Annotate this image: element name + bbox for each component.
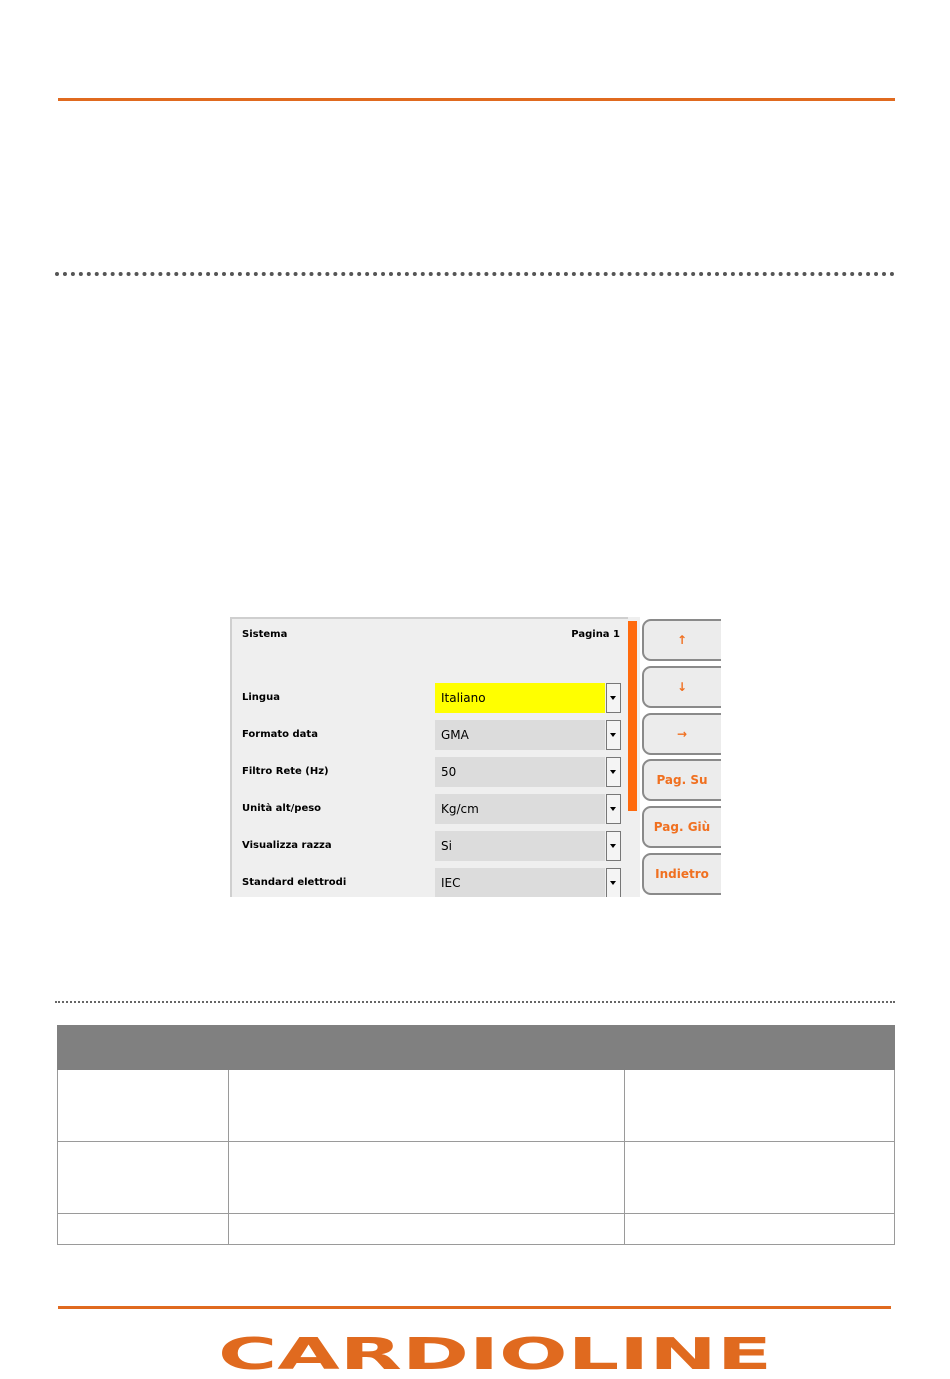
table-cell: [624, 1142, 894, 1214]
dropdown-arrow-icon[interactable]: [606, 868, 621, 897]
down-arrow-button[interactable]: ↓: [642, 666, 721, 708]
footer-rule: [58, 1306, 891, 1309]
setting-label-date-format: Formato data: [242, 729, 318, 740]
right-arrow-button[interactable]: →: [642, 713, 721, 755]
dropdown-arrow-icon[interactable]: [606, 831, 621, 861]
scrollbar[interactable]: [628, 617, 640, 897]
page-down-button[interactable]: Pag. Giù: [642, 806, 721, 848]
setting-label-race: Visualizza razza: [242, 840, 332, 851]
back-button[interactable]: Indietro: [642, 853, 721, 895]
svg-text:CARDIOLINE: CARDIOLINE: [218, 1334, 772, 1374]
scroll-thumb[interactable]: [628, 621, 637, 811]
table-row: [58, 1070, 895, 1142]
table-cell: [229, 1070, 624, 1142]
setting-label-electrodes: Standard elettrodi: [242, 877, 347, 888]
up-arrow-button[interactable]: ↑: [642, 619, 721, 661]
select-value: 50: [435, 757, 605, 787]
dropdown-arrow-icon[interactable]: [606, 683, 621, 713]
table-cell: [58, 1070, 229, 1142]
table-header-cell: [58, 1026, 229, 1070]
setting-label-units: Unità alt/peso: [242, 803, 322, 814]
select-value: Italiano: [435, 683, 605, 713]
table-cell: [229, 1214, 624, 1245]
panel-title: Sistema: [242, 629, 288, 640]
units-select[interactable]: [435, 794, 621, 824]
dropdown-arrow-icon[interactable]: [606, 757, 621, 787]
dropdown-arrow-icon[interactable]: [606, 794, 621, 824]
table-cell: [58, 1142, 229, 1214]
select-value: IEC: [435, 868, 605, 897]
date-format-select[interactable]: [435, 720, 621, 750]
table-header-cell: [229, 1026, 624, 1070]
language-select[interactable]: [435, 683, 621, 713]
section-divider: [55, 1001, 895, 1003]
device-screen: [230, 617, 721, 897]
table-header-row: [58, 1026, 895, 1070]
table-cell: [229, 1142, 624, 1214]
cardioline-logo: [218, 1334, 774, 1374]
dropdown-arrow-icon[interactable]: [606, 720, 621, 750]
info-table: [57, 1025, 895, 1245]
select-value: Si: [435, 831, 605, 861]
race-select[interactable]: [435, 831, 621, 861]
table-cell: [58, 1214, 229, 1245]
table-cell: [624, 1070, 894, 1142]
line-filter-select[interactable]: [435, 757, 621, 787]
page-indicator: Pagina 1: [571, 629, 620, 640]
electrodes-select[interactable]: [435, 868, 621, 897]
table-cell: [624, 1214, 894, 1245]
table-row: [58, 1214, 895, 1245]
setting-label-language: Lingua: [242, 692, 280, 703]
table-header-cell: [624, 1026, 894, 1070]
page-up-button[interactable]: Pag. Su: [642, 759, 721, 801]
header-rule: [58, 98, 895, 101]
setting-label-line-filter: Filtro Rete (Hz): [242, 766, 329, 777]
table-row: [58, 1142, 895, 1214]
select-value: Kg/cm: [435, 794, 605, 824]
section-divider: [55, 272, 895, 276]
select-value: GMA: [435, 720, 605, 750]
settings-panel: [230, 617, 628, 897]
